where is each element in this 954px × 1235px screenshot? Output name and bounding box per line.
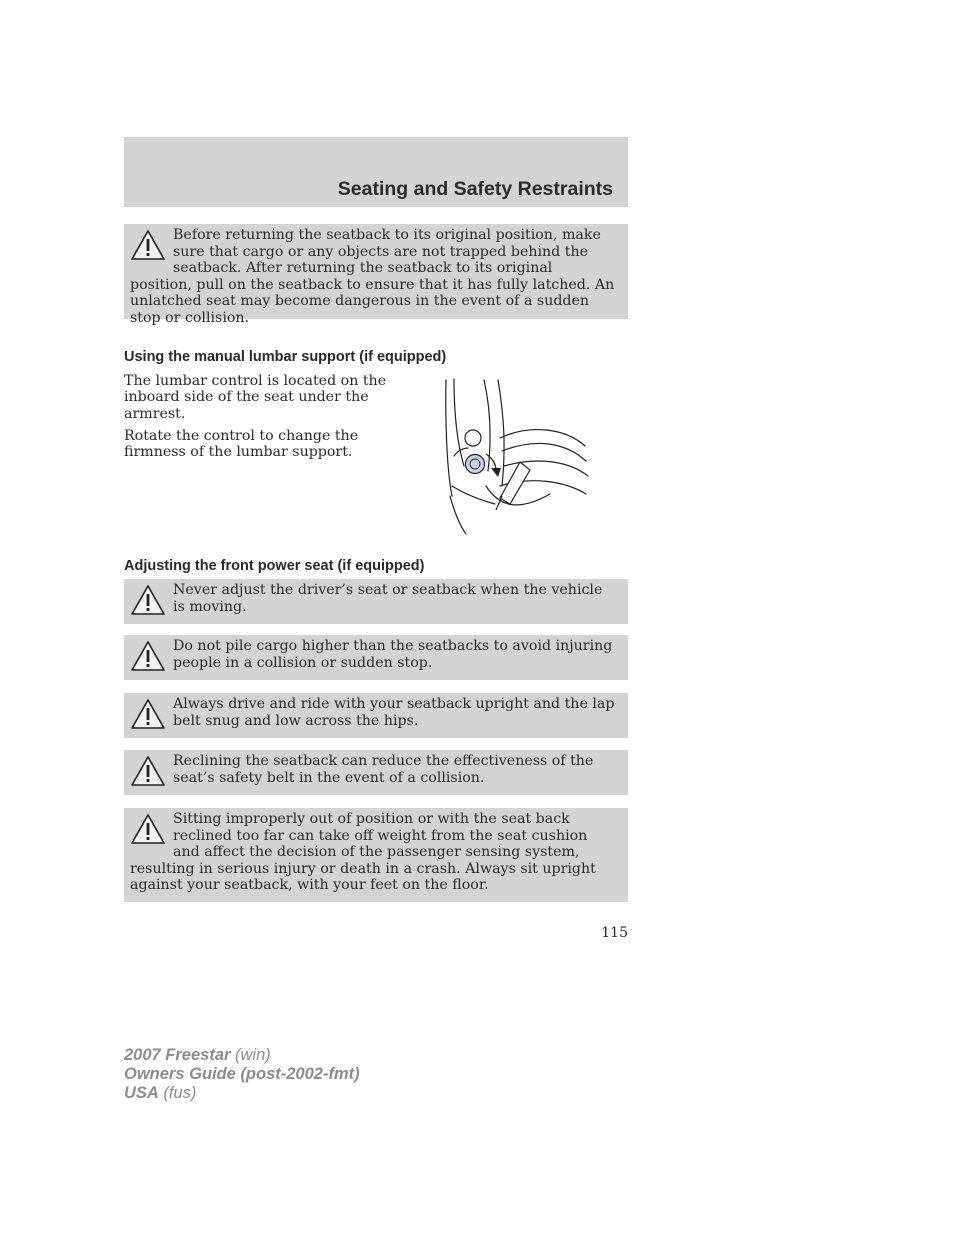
warning-box — [124, 635, 628, 680]
document-footer — [124, 1046, 360, 1103]
lumbar-paragraph: Rotate the control to change the firmness of the lumbar support. — [124, 428, 359, 461]
warning-text: Before returning the seatback to its original position, make sure that cargo or any objects are not trapped behind the seatback. After returning the seatback to its original position, pull on the seatback to ensure that it has fully latched. An unlatched seat may become dangerous in the event of a sudden stop or collision. — [130, 227, 615, 326]
warning-triangle-icon — [130, 584, 166, 616]
section-header-band — [124, 137, 628, 207]
warning-text: Sitting improperly out of position or with the seat back reclined too far can take off weight from the seat cushion and affect the decision of the passenger sensing system, resulting in serious injury or death in a crash. Always sit upright against your seatback, with your feet on the floor. — [130, 811, 596, 894]
lumbar-control-illustration — [440, 376, 590, 536]
warning-triangle-icon — [130, 813, 166, 845]
footer-line — [124, 1084, 360, 1103]
warning-text: Always drive and ride with your seatback upright and the lap belt snug and low across the hips. — [173, 696, 615, 729]
warning-triangle-icon — [130, 640, 166, 672]
warning-box — [124, 693, 628, 738]
lumbar-paragraph: The lumbar control is located on the inboard side of the seat under the armrest. — [124, 373, 387, 422]
page-number: 115 — [601, 925, 628, 941]
footer-model-code: (win) — [230, 1046, 271, 1064]
warning-box — [124, 750, 628, 795]
footer-market-code: (fus) — [158, 1084, 197, 1102]
warning-triangle-icon — [130, 229, 166, 261]
power-seat-heading: Adjusting the front power seat (if equipped) — [124, 558, 425, 574]
warning-triangle-icon — [130, 755, 166, 787]
warning-box — [124, 224, 628, 326]
section-title: Seating and Safety Restraints — [337, 178, 613, 200]
warning-text: Never adjust the driver’s seat or seatback when the vehicle is moving. — [173, 582, 603, 615]
warning-text: Do not pile cargo higher than the seatbacks to avoid injuring people in a collision or sudden stop. — [173, 638, 613, 671]
warning-text: Reclining the seatback can reduce the effectiveness of the seat’s safety belt in the event of a collision. — [173, 753, 594, 786]
warning-triangle-icon — [130, 698, 166, 730]
footer-guide: Owners Guide (post-2002-fmt) — [124, 1065, 360, 1083]
lumbar-heading: Using the manual lumbar support (if equipped) — [124, 349, 447, 365]
footer-market: USA — [124, 1084, 159, 1102]
warning-box — [124, 808, 628, 902]
footer-line — [124, 1065, 360, 1084]
warning-box — [124, 579, 628, 624]
footer-model: 2007 Freestar — [124, 1046, 231, 1064]
footer-line — [124, 1046, 360, 1065]
